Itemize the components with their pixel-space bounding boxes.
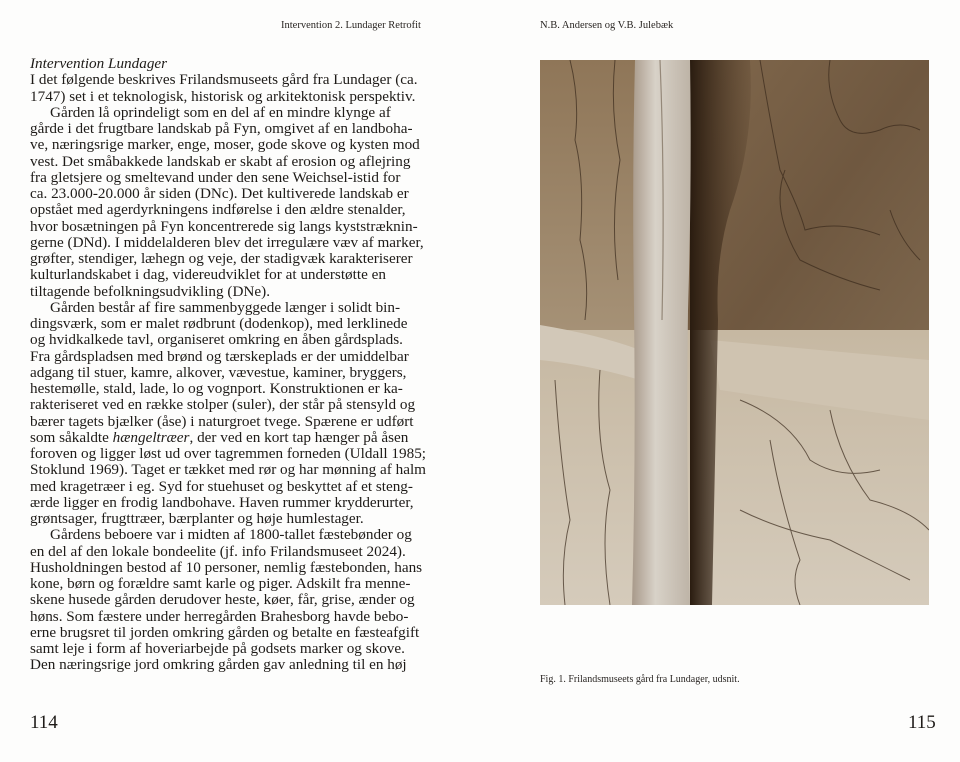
text-line: kone, børn og forældre samt karle og piger. Adskilt fra menne-: [30, 575, 411, 592]
text-line: Gårdens beboere var i midten af 1800-tallet fæstebønder og: [50, 526, 412, 544]
text-line: ve, næringsrige marker, enge, moser, gode skove og kysten mod: [30, 136, 420, 154]
text-line: dingsværk, som er malet rødbrunt (dodenkop), med lerklinede: [30, 315, 408, 332]
text-line: med kragetræer i eg. Syd for stuehuset og beskyttet af et steng-: [30, 477, 413, 495]
text-fragment: som såkaldte: [30, 428, 113, 446]
text-line: foroven og ligger løst ud over tagremmen forneden (Uldall 1985;: [30, 445, 427, 462]
text-line: rakteriseret ved en række stolper (suler), der står på stensyld og: [30, 396, 416, 414]
figure-caption: Fig. 1. Frilandsmuseets gård fra Lundager, udsnit.: [540, 674, 740, 685]
text-line: Gården består af fire sammenbyggede længer i solidt bin-: [50, 298, 401, 316]
text-line: tiltagende befolkningsudvikling (DNe).: [30, 282, 270, 300]
text-line: ærde ligger en frodig landbohave. Haven rummer krydderurter,: [30, 493, 414, 511]
text-line: fra gletsjere og smeltevand under den sene Weichsel-istid for: [30, 168, 401, 186]
text-line: samt leje i form af hoveriarbejde på godsets marker og skove.: [30, 640, 405, 657]
text-line: Den næringsrige jord omkring gården gav anledning til en høj: [30, 656, 407, 674]
text-line: Stoklund 1969). Taget er tækket med rør og har mønning af halm: [30, 461, 426, 479]
text-line: Husholdningen bestod af 10 personer, nemlig fæstebonden, hans: [30, 558, 423, 576]
text-line: 1747) set i et teknologisk, historisk og arkitektonisk perspektiv.: [30, 87, 416, 105]
section-heading: Intervention Lundager: [30, 55, 168, 72]
page-number-right: 115: [908, 712, 936, 733]
text-line: og hvidkalkede tavl, organiseret omkring en åben gårdsplads.: [30, 331, 403, 349]
figure-photo-wall: [540, 60, 929, 605]
text-line: kulturlandskabet i dag, videreudviklet for at understøtte en: [30, 266, 386, 284]
text-line: I det følgende beskrives Frilandsmuseets gård fra Lundager (ca.: [30, 71, 418, 89]
page-number-left: 114: [30, 712, 58, 733]
text-line: hestemølle, stald, lade, lo og vognport. Konstruktionen er ka-: [30, 380, 403, 397]
text-line: adgang til stuer, kamre, alkover, vævestue, kaminer, bryggers,: [30, 363, 407, 381]
italic-term: hængeltræer: [112, 428, 190, 446]
text-line-mixed: [30, 430, 422, 446]
text-line: gerne (DNd). I middelalderen blev det irregulære væv af marker,: [30, 233, 424, 251]
text-line: grøfter, stendiger, læhegn og veje, der stadigvæk karakteriserer: [30, 250, 413, 267]
running-head-left: Intervention 2. Lundager Retrofit: [281, 20, 421, 31]
running-head-right: N.B. Andersen og V.B. Julebæk: [540, 20, 674, 31]
text-line: erne brugsret til jorden omkring gården og betalte en fæsteafgift: [30, 623, 420, 641]
text-line: bærer tagets bjælker (åse) i naturgroet tvege. Spærene er udført: [30, 412, 414, 430]
text-line: en del af den lokale bondeelite (jf. info Frilandsmuseet 2024).: [30, 542, 406, 560]
text-line: høns. Som fæstere under herregården Brahesborg havde bebo-: [30, 607, 409, 625]
text-line: gårde i det frugtbare landskab på Fyn, omgivet af en landboha-: [30, 120, 413, 137]
text-line: opstået med agerdyrkningens indførelse i den ældre stenalder,: [30, 201, 406, 219]
text-line: Fra gårdspladsen med brønd og tærskeplads er der umiddelbar: [30, 347, 409, 365]
text-line: vest. Det småbakkede landskab er skabt af erosion og aflejring: [30, 152, 411, 170]
text-line: skene husede gården derudover heste, køer, får, grise, ænder og: [30, 591, 415, 609]
text-fragment: , der ved en kort tap hænger på åsen: [189, 428, 409, 446]
photo-cracked-clay-wall-with-timber-post: [540, 60, 929, 605]
body-text: [30, 55, 427, 674]
text-line: grøntsager, frugttræer, bærplanter og høje humlestager.: [30, 510, 364, 527]
text-line: ca. 23.000-20.000 år siden (DNc). Det kultiverede landskab er: [30, 185, 409, 202]
text-line: Gården lå oprindeligt som en del af en mindre klynge af: [50, 103, 391, 121]
text-line: hvor bosætningen på Fyn koncentrerede sig langs kyststræknin-: [30, 217, 418, 235]
